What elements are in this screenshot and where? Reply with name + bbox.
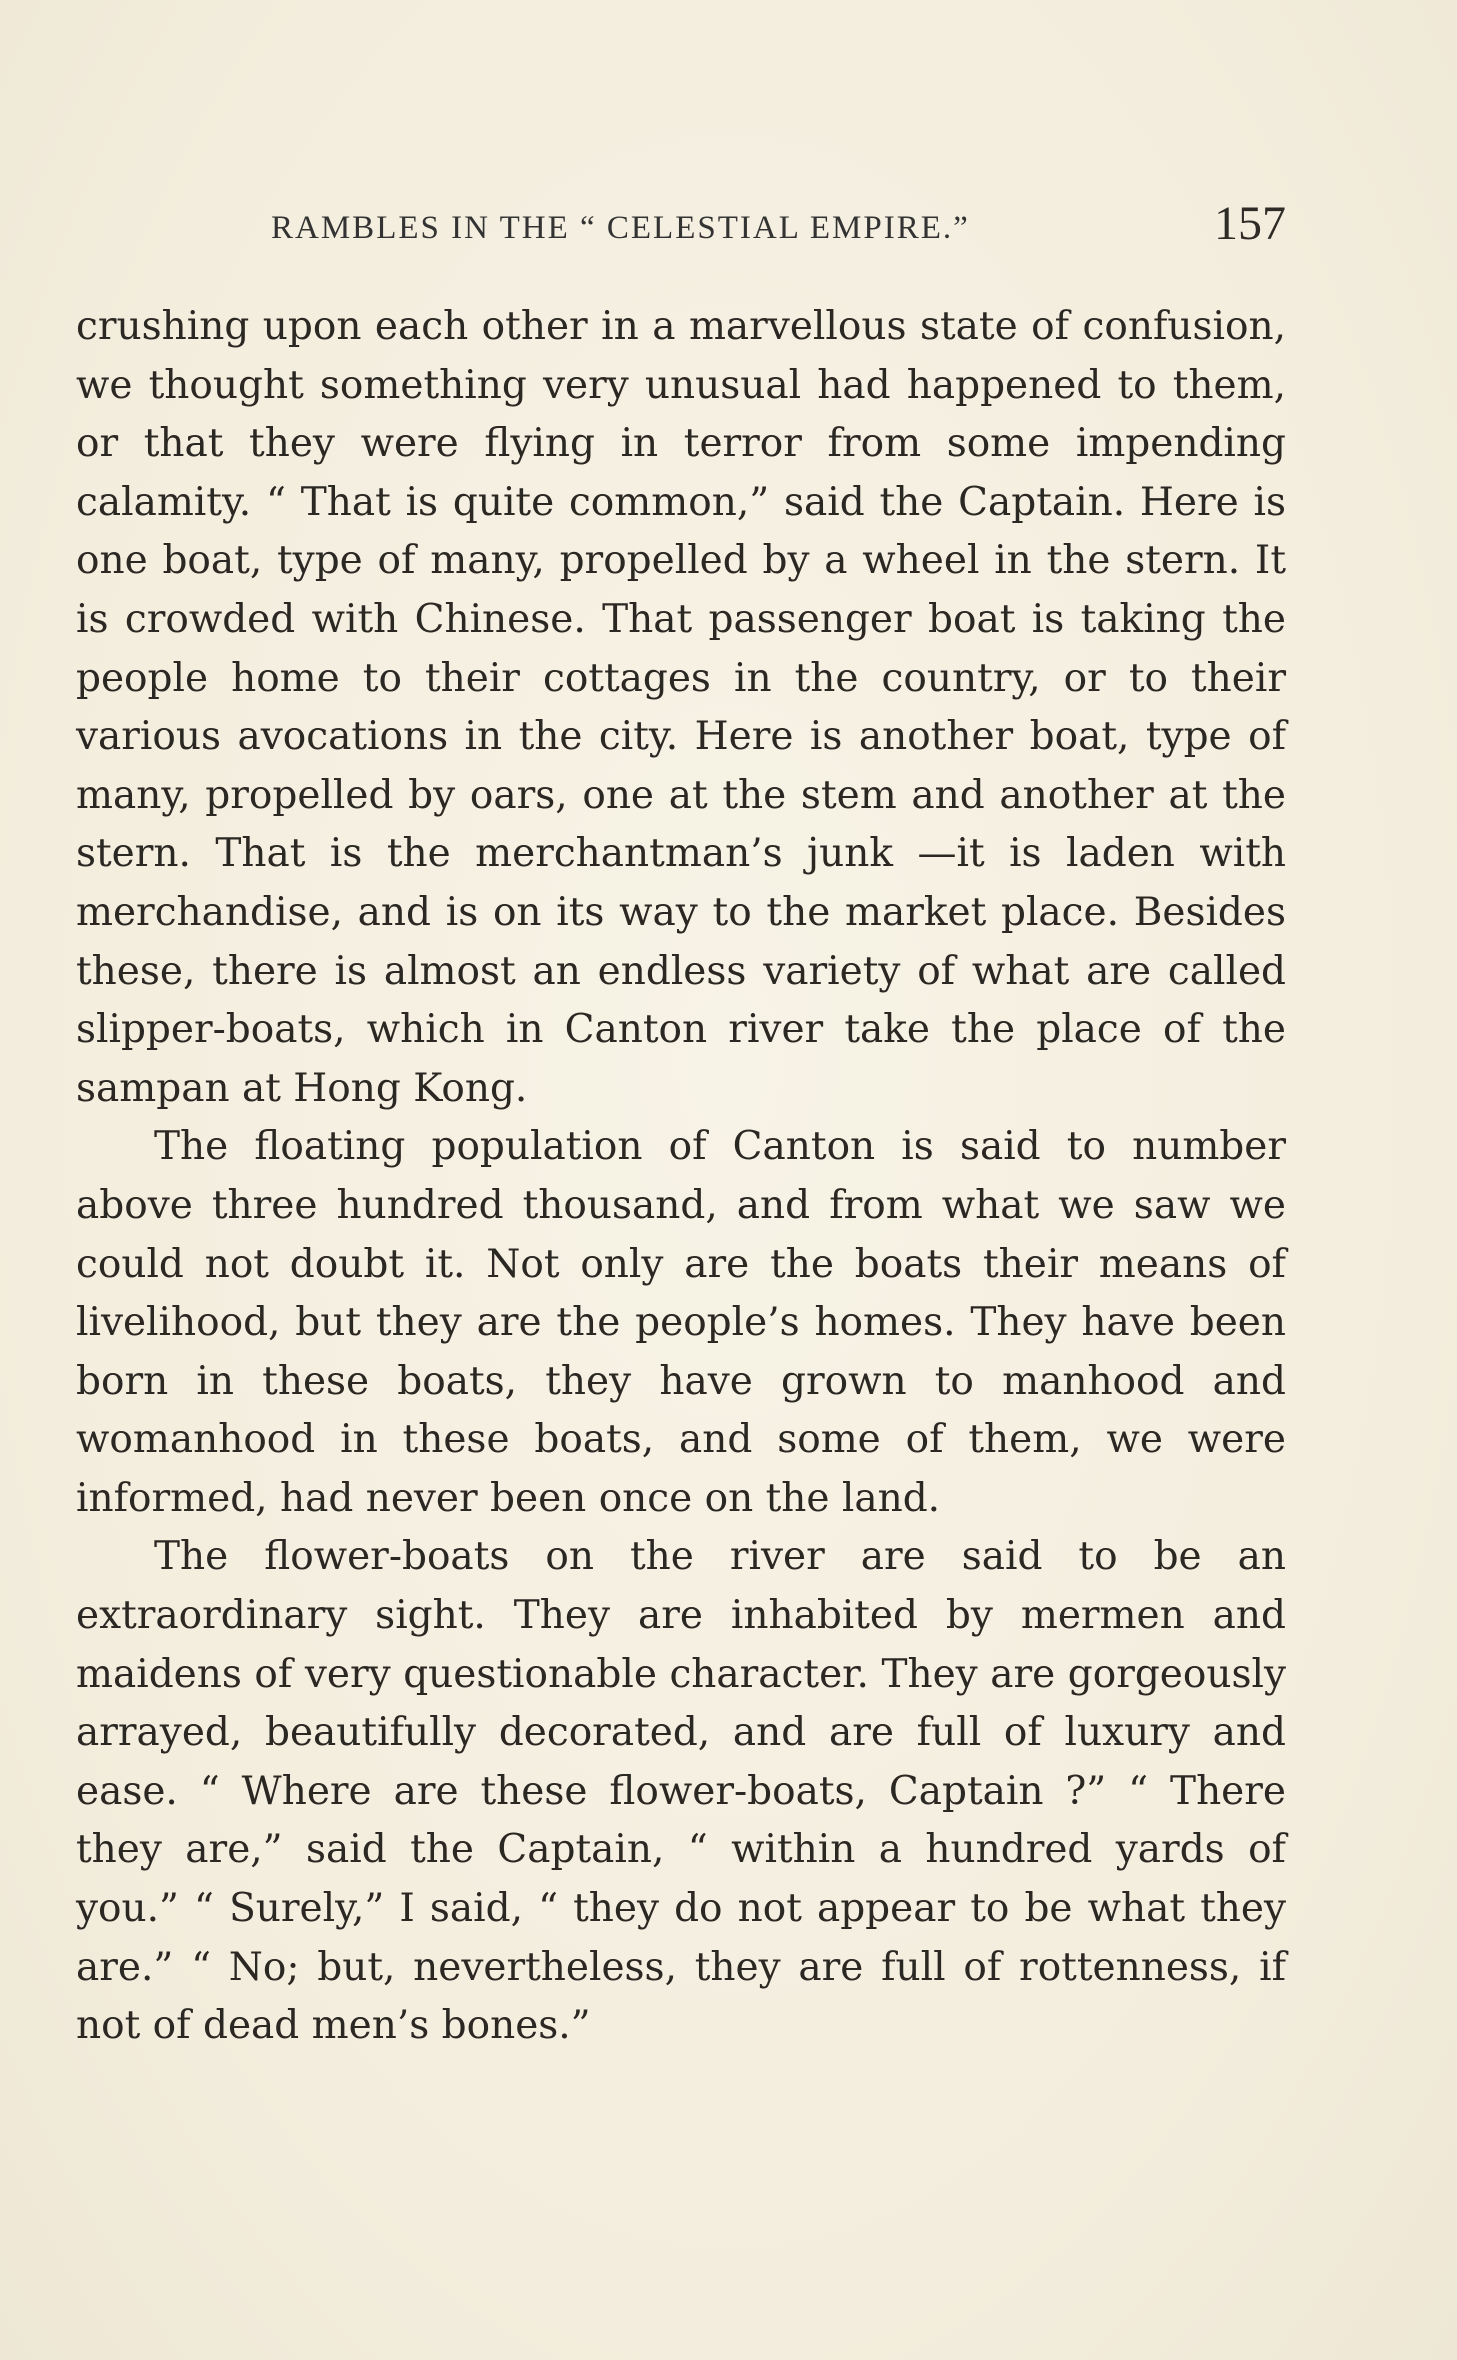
page-number: 157 <box>1214 197 1286 250</box>
running-title: RAMBLES IN THE “ CELESTIAL EMPIRE.” <box>271 210 970 246</box>
running-head <box>76 196 1286 256</box>
body-text <box>76 298 1286 2056</box>
paragraph-floating-population: The floating population of Canton is said to number above three hundred thousand, and from what we saw we could not doubt it. Not only are the boats their means of livelihood, but they are the people’s homes. They have been born in these boats, they have grown to manhood and womanhood in these boats, and some of them, we were informed, had never been once on the land. <box>76 1124 1286 1521</box>
paragraph-continued: crushing upon each other in a marvellous state of confusion, we thought something very unusual had happened to them, or that they were flying in terror from some impending calamity. “ That is quite common,” said the Captain. Here is one boat, type of many, propelled by a wheel in the stern. It is crowded with Chinese. That passenger boat is taking the people home to their cottages in the country, or to their various avocations in the city. Here is another boat, type of many, propelled by oars, one at the stem and another at the stern. That is the merchantman’s junk —it is laden with merchandise, and is on its way to the market place. Besides these, there is almost an endless variety of what are called slipper-boats, which in Canton river take the place of the sampan at Hong Kong. <box>76 304 1286 1111</box>
paragraph-flower-boats: The flower-boats on the river are said to be an extraordinary sight. They are inhabited by mermen and maidens of very questionable character. They are gorgeously arrayed, beautifully decorated, and are full of luxury and ease. “ Where are these flower-boats, Captain ?” “ There they are,” said the Captain, “ within a hundred yards of you.” “ Surely,” I said, “ they do not appear to be what they are.” “ No; but, nevertheless, they are full of rottenness, if not of dead men’s bones.” <box>76 1534 1286 2049</box>
